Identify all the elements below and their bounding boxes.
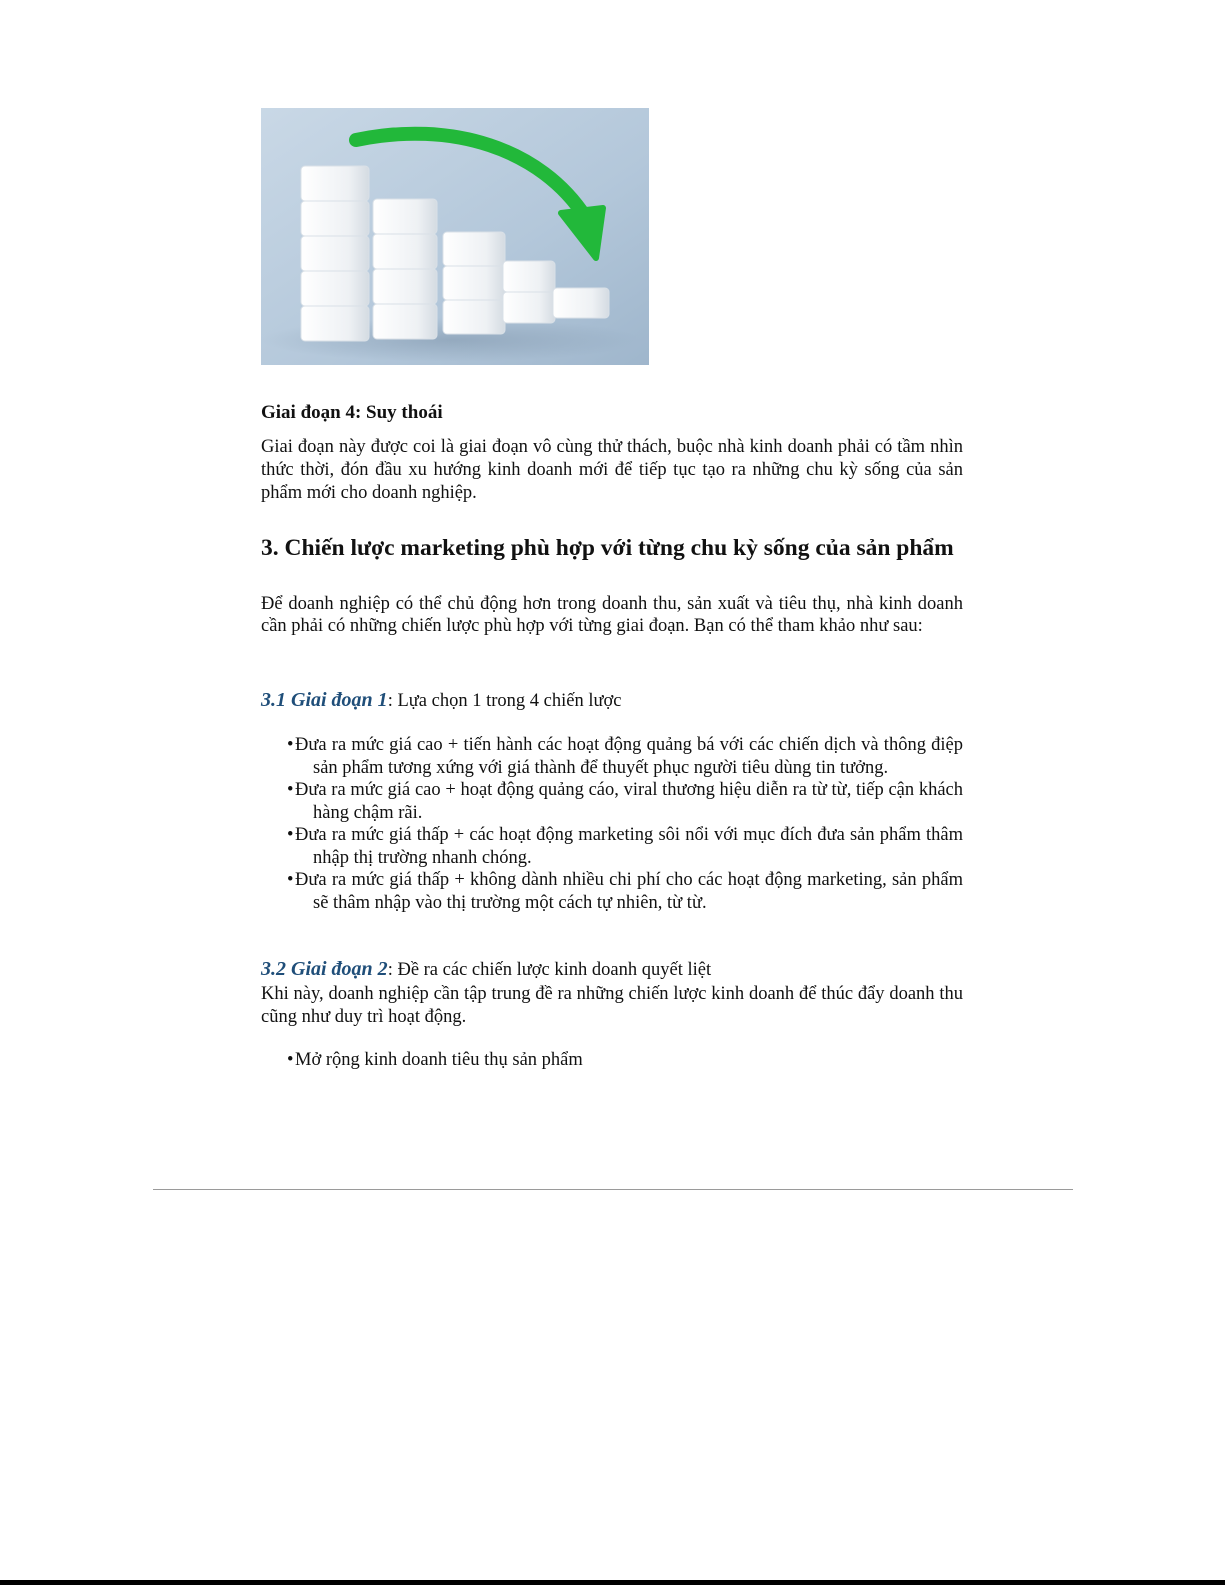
page-footer-divider: [153, 1189, 1073, 1190]
bullet-icon: •: [287, 1050, 294, 1070]
sugar-cubes-decline-image: [261, 108, 649, 365]
page-bottom-edge: [0, 1580, 1225, 1585]
stage4-paragraph: Giai đoạn này được coi là giai đoạn vô cùng thử thách, buộc nhà kinh doanh phải có tầm nhìn thức thời, đón đầu xu hướng kinh doanh mới để tiếp tục tạo ra những chu kỳ sống của sản phẩm mới cho doanh nghiệp.: [261, 437, 963, 503]
bullet-icon: •: [287, 870, 294, 890]
subsection-3-2-paragraph: Khi này, doanh nghiệp cần tập trung đề ra những chiến lược kinh doanh để thúc đẩy doanh thu cũng như duy trì hoạt động.: [261, 984, 963, 1027]
bullet-icon: •: [287, 780, 294, 800]
subsection-3-1-text: : Lựa chọn 1 trong 4 chiến lược: [387, 691, 622, 711]
list-item-text: Đưa ra mức giá cao + hoạt động quảng cáo, viral thương hiệu diễn ra từ từ, tiếp cận khách hàng chậm rãi.: [295, 780, 963, 823]
section3-paragraph: Để doanh nghiệp có thể chủ động hơn trong doanh thu, sản xuất và tiêu thụ, nhà kinh doanh cần phải có những chiến lược phù hợp với từng giai đoạn. Bạn có thể tham khảo như sau:: [261, 594, 963, 636]
list-item: [287, 734, 963, 779]
list-item-text: Đưa ra mức giá thấp + các hoạt động marketing sôi nổi với mục đích đưa sản phẩm thâm nhập thị trường nhanh chóng.: [295, 825, 963, 868]
subsection-3-1-label: 3.1 Giai đoạn 1: [261, 689, 388, 711]
list-item-text: Đưa ra mức giá cao + tiến hành các hoạt động quảng bá với các chiến dịch và thông điệp sản phẩm tương xứng với giá thành để thuyết phục người tiêu dùng tin tưởng.: [295, 735, 963, 778]
list-item: [287, 1049, 963, 1072]
list-item: [287, 824, 963, 869]
bullet-icon: •: [287, 735, 294, 755]
subsection-3-2-heading: [261, 958, 711, 982]
list-item-text: Đưa ra mức giá thấp + không dành nhiều chi phí cho các hoạt động marketing, sản phẩm sẽ thâm nhập vào thị trường một cách tự nhiên, từ từ.: [295, 870, 963, 913]
subsection-3-1-heading: [261, 689, 621, 713]
bullet-icon: •: [287, 825, 294, 845]
subsection-3-2-text: : Đề ra các chiến lược kinh doanh quyết liệt: [387, 960, 712, 980]
list-item: [287, 779, 963, 824]
section3-heading: 3. Chiến lược marketing phù hợp với từng chu kỳ sống của sản phẩm: [261, 535, 954, 561]
stage4-heading: Giai đoạn 4: Suy thoái: [261, 402, 443, 423]
list-item-text: Mở rộng kinh doanh tiêu thụ sản phẩm: [295, 1050, 583, 1070]
subsection-3-1-bullet-list: [287, 734, 963, 914]
subsection-3-2-label: 3.2 Giai đoạn 2: [261, 958, 388, 980]
list-item: [287, 869, 963, 914]
subsection-3-2-bullet-list: [287, 1049, 963, 1072]
